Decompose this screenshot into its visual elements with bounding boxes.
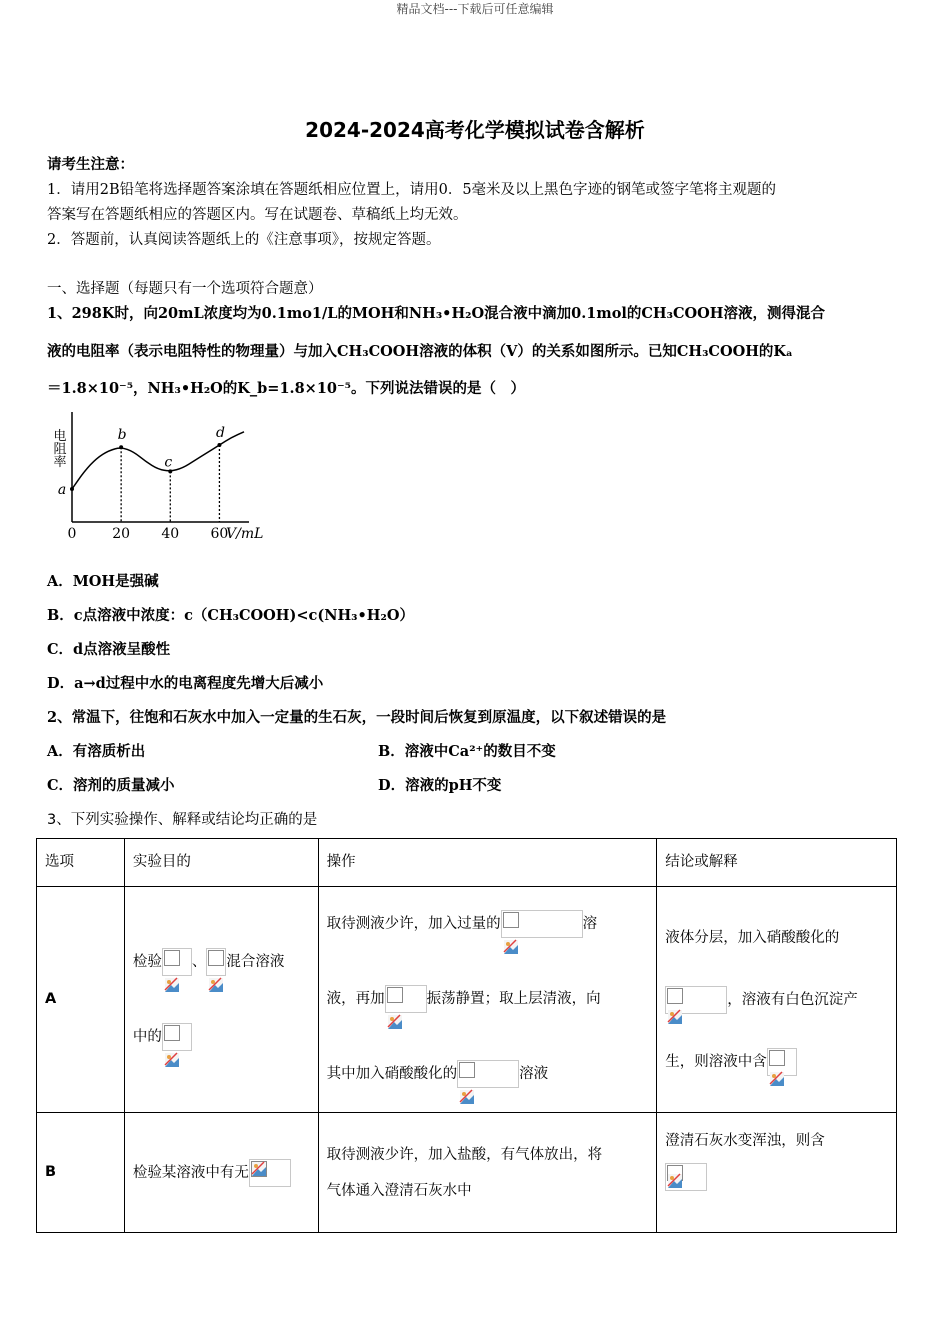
text: 澄清石灰水变浑浊，则含 [665,1133,825,1149]
section-1-heading: 一、选择题（每题只有一个选项符合题意） [47,281,323,297]
table-header: 结论或解释 [657,839,897,887]
row-label: B [37,1113,125,1233]
notice-item-1-line-2: 答案写在答题纸相应的答题区内。写在试题卷、草稿纸上均无效。 [47,207,468,223]
point-label-c: c [164,454,173,471]
q2-option-a: A．有溶质析出 [47,743,146,760]
text: ，溶液有白色沉淀产 [727,991,858,1008]
text: 检验某溶液中有无 [132,1164,249,1181]
point-label-d: d [215,425,225,441]
q1-option: C．d点溶液呈酸性 [47,641,171,658]
table-header: 操作 [318,839,657,887]
text: 振荡静置；取上层清液，向 [426,991,601,1007]
table-row-a [37,887,897,1113]
q3-stem: 3、下列实验操作、解释或结论均正确的是 [47,812,318,828]
table-header-row [37,839,897,887]
page-watermark: 精品文档---下载后可任意编辑 [396,2,554,16]
row-a-operation [318,887,657,1113]
text: 、 [191,953,207,970]
notice-item-2: 2．答题前，认真阅读答题纸上的《注意事项》，按规定答题。 [47,232,441,248]
broken-image-icon [206,948,226,976]
row-b-operation [318,1113,657,1233]
q2-option-d: D．溶液的pH不变 [378,777,502,794]
q2-stem: 2、常温下，往饱和石灰水中加入一定量的生石灰，一段时间后恢复到原温度，以下叙述错误的是 [47,709,667,726]
row-a-purpose [124,887,318,1113]
row-label: A [37,887,125,1113]
table-header: 实验目的 [124,839,318,887]
row-b-conclusion [657,1113,897,1233]
broken-image-icon [162,1023,192,1051]
q2-option-c: C．溶剂的质量减小 [47,777,175,794]
page-title: 2024-2024高考化学模拟试卷含解析 [305,118,645,142]
broken-image-icon [385,985,427,1013]
broken-image-icon [767,1048,797,1076]
x-tick-label: 0 [67,526,77,542]
text: 中的 [132,1028,162,1045]
broken-image-icon [501,910,583,938]
q1-option: D．a→d过程中水的电离程度先增大后减小 [47,675,324,692]
q2-option-b: B．溶液中Ca²⁺的数目不变 [378,743,556,760]
broken-image-icon [665,1163,707,1191]
x-tick-label: 40 [161,526,180,542]
text: 混合溶液 [226,953,285,970]
q1-line-1: 1、298K时，向20mL浓度均为0.1mo1/L的MOH和NH₃•H₂O混合液中滴加0.1mol的CH₃COOH溶液，测得混合 [47,305,825,322]
q1-line-2: 液的电阻率（表示电阻特性的物理量）与加入CH₃COOH溶液的体积（V）的关系如图所示。已知CH₃COOH的Kₐ [47,343,793,360]
text: 气体通入澄清石灰水中 [326,1182,472,1199]
q3-table [36,838,897,1233]
broken-image-icon [665,986,727,1014]
data-point-a [70,487,74,491]
broken-image-icon [249,1159,291,1187]
notice-item-1-line-1: 1．请用2B铅笔将选择题答案涂填在答题纸相应位置上，请用0．5毫米及以上黑色字迹的钢笔或签字笔将主观题的 [47,182,777,198]
text: 取待测液少许，加入过量的 [326,916,501,932]
resistivity-chart [44,408,264,543]
data-point-b [119,445,123,449]
broken-image-icon [162,948,192,976]
text: 溶 [582,916,598,932]
q1-line-3: ＝1.8×10⁻⁵，NH₃•H₂O的K_b=1.8×10⁻⁵。下列说法错误的是（ ） [47,380,526,397]
text: 检验 [132,953,162,970]
text: 生，则溶液中含 [665,1053,767,1070]
q1-option: A．MOH是强碱 [47,573,159,590]
table-row-b [37,1113,897,1233]
q1-option: B．c点溶液中浓度：c（CH₃COOH)<c(NH₃•H₂O） [47,607,414,624]
text: 液体分层，加入硝酸酸化的 [665,929,840,946]
y-axis-label: 电阻率 [50,428,66,468]
row-b-purpose [124,1113,318,1233]
text: 取待测液少许，加入盐酸，有气体放出，将 [326,1146,603,1163]
point-label-a: a [57,482,67,498]
notice-heading: 请考生注意： [47,156,134,173]
point-label-b: b [117,427,127,444]
x-axis-label: V/mL [226,526,264,542]
text: 其中加入硝酸酸化的 [326,1066,458,1082]
text: 溶液 [519,1066,549,1082]
data-point-d [217,443,221,447]
x-tick-label: 60 [210,526,229,542]
table-header: 选项 [37,839,125,887]
text: 液，再加 [326,991,385,1007]
row-a-conclusion [657,887,897,1113]
x-tick-label: 20 [112,526,131,542]
broken-image-icon [457,1060,519,1088]
